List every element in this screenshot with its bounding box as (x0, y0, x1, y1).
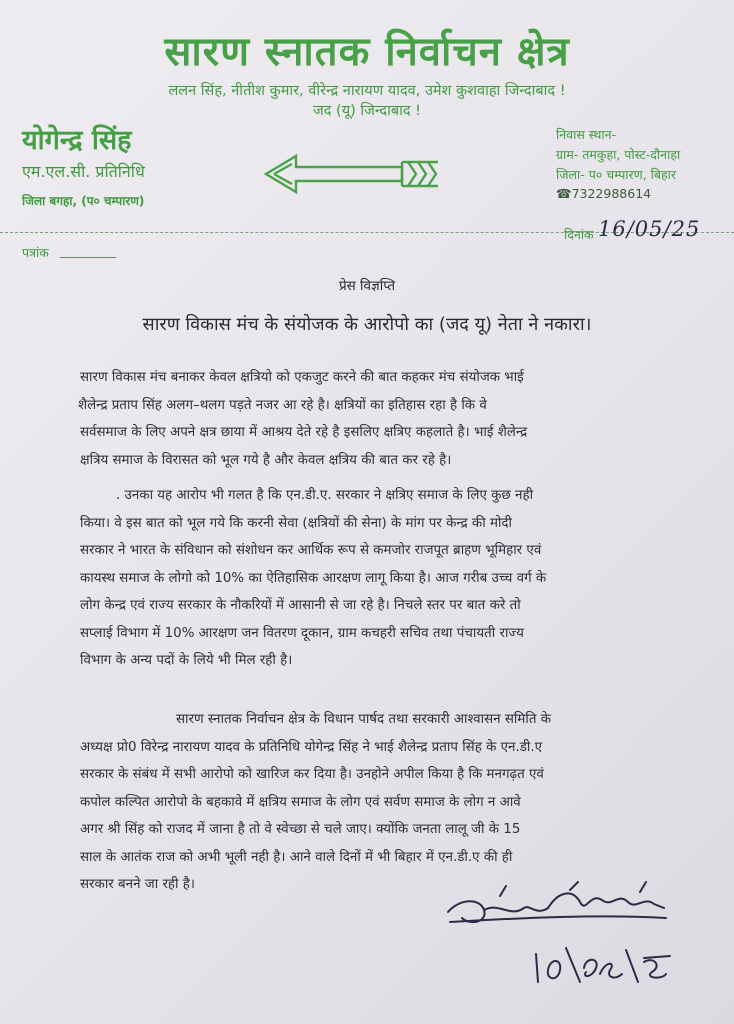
representative-name: योगेन्द्र सिंह (22, 125, 132, 156)
paragraph-line: कायस्थ समाज के लोगो को 10% का ऐतिहासिक आरक्षण लागू किया है। आज गरीब उच्च वर्ग के (80, 570, 547, 586)
paragraph-line: अगर श्री सिंह को राजद में जाना है तो वे स्वेच्छा से चले जाए। क्योंकि जनता लालू जी के 15 (80, 822, 521, 837)
paragraph-line: किया। वे इस बात को भूल गये कि करनी सेवा (क्षत्रियों की सेना) के मांग पर केन्द्र की मोदी (80, 515, 512, 531)
paragraph-2 (80, 482, 710, 675)
document-type: प्रेस विज्ञप्ति (338, 278, 396, 294)
representative-role: एम.एल.सी. प्रतिनिधि (22, 162, 145, 181)
paragraph-line: कपोल कल्पित आरोपो के बहकावे में क्षत्रिय समाज के लोग एवं सर्वण समाज के लोग न आवे (80, 794, 521, 810)
paragraph-line: लोग केन्द्र एवं राज्य सरकार के नौकरियों में आसानी से जा रहे है। निचले स्तर पर बात करे तो (80, 598, 521, 613)
date-label: दिनांक (564, 227, 594, 242)
paragraph-1 (80, 364, 710, 474)
representative-district: जिला बगहा, (प० चम्पारण) (22, 194, 145, 208)
paragraph-line: सर्वसमाज के लिए अपने क्षत्र छाया में आश्रय देते रहे है इसलिए क्षत्रिए कहलाते है। भाई शैलेन्द्र (80, 425, 528, 440)
address-line-1: ग्राम- तमकुहा, पोस्ट-दौनाहा (556, 147, 681, 162)
arrow-emblem-icon (262, 152, 442, 196)
paragraph-line: अध्यक्ष प्रो0 विरेन्द्र नारायण यादव के प्रतिनिधि योगेन्द्र सिंह ने भाई शैलेन्द्र प्रताप सिंह के एन.डी.ए (80, 739, 543, 755)
paragraph-line: सारण स्नातक निर्वाचन क्षेत्र के विधान पार्षद तथा सरकारी आश्वासन समिति के (176, 712, 551, 727)
press-release-headline: सारण विकास मंच के संयोजक के आरोपो का (जद यू) नेता ने नकारा। (142, 314, 592, 335)
address-label: निवास स्थान- (556, 127, 617, 142)
paragraph-line: . उनका यह आरोप भी गलत है कि एन.डी.ए. सरकार ने क्षत्रिए समाज के लिए कुछ नही (116, 488, 534, 503)
paragraph-line: सरकार ने भारत के संविधान को संशोधन कर आर्थिक रूप से कमजोर राजपूत ब्राहण भूमिहार एवं (80, 543, 542, 558)
paragraph-line: सरकार बनने जा रही है। (80, 877, 195, 892)
date-value: 16/05/25 (598, 217, 701, 241)
handwritten-signature (440, 878, 700, 998)
slogan-line-1: ललन सिंह, नीतीश कुमार, वीरेन्द्र नारायण यादव, उमेश कुशवाहा जिन्दाबाद ! (168, 83, 566, 99)
paragraph-line: सप्लाई विभाग में 10% आरक्षण जन वितरण दूकान, ग्राम कचहरी सचिव तथा पंचायती राज्य (80, 625, 524, 641)
reference-blank-line (60, 257, 116, 258)
paragraph-line: सारण विकास मंच बनाकर केवल क्षत्रियो को एकजुट करने की बात कहकर मंच संयोजक भाई (80, 370, 524, 385)
slogan-line-2: जद (यू) जिन्दाबाद ! (312, 103, 421, 119)
paragraph-3 (80, 706, 710, 899)
constituency-title: सारण स्नातक निर्वाचन क्षेत्र (164, 29, 570, 75)
paragraph-line: विभाग के अन्य पदों के लिये भी मिल रही है। (80, 653, 293, 668)
address-line-2: जिला- प० चम्पारण, बिहार (556, 167, 677, 182)
address-phone: ☎7322988614 (556, 186, 652, 201)
paragraph-line: क्षत्रिय समाज के विरासत को भूल गये है और केवल क्षत्रिय की बात कर रहे है। (80, 452, 452, 468)
paragraph-line: सरकार के संबंध में सभी आरोपो को खारिज कर दिया है। उनहोने अपील किया है कि मनगढ़त एवं (80, 767, 544, 782)
paragraph-line: शैलेन्द्र प्रताप सिंह अलग–थलग पड़ते नजर आ रहे है। क्षत्रियों का इतिहास रहा है कि वे (78, 397, 487, 413)
reference-label: पत्रांक (22, 245, 49, 260)
paragraph-line: साल के आतंक राज को अभी भूली नही है। आने वाले दिनों में भी बिहार में एन.डी.ए की ही (80, 849, 513, 865)
